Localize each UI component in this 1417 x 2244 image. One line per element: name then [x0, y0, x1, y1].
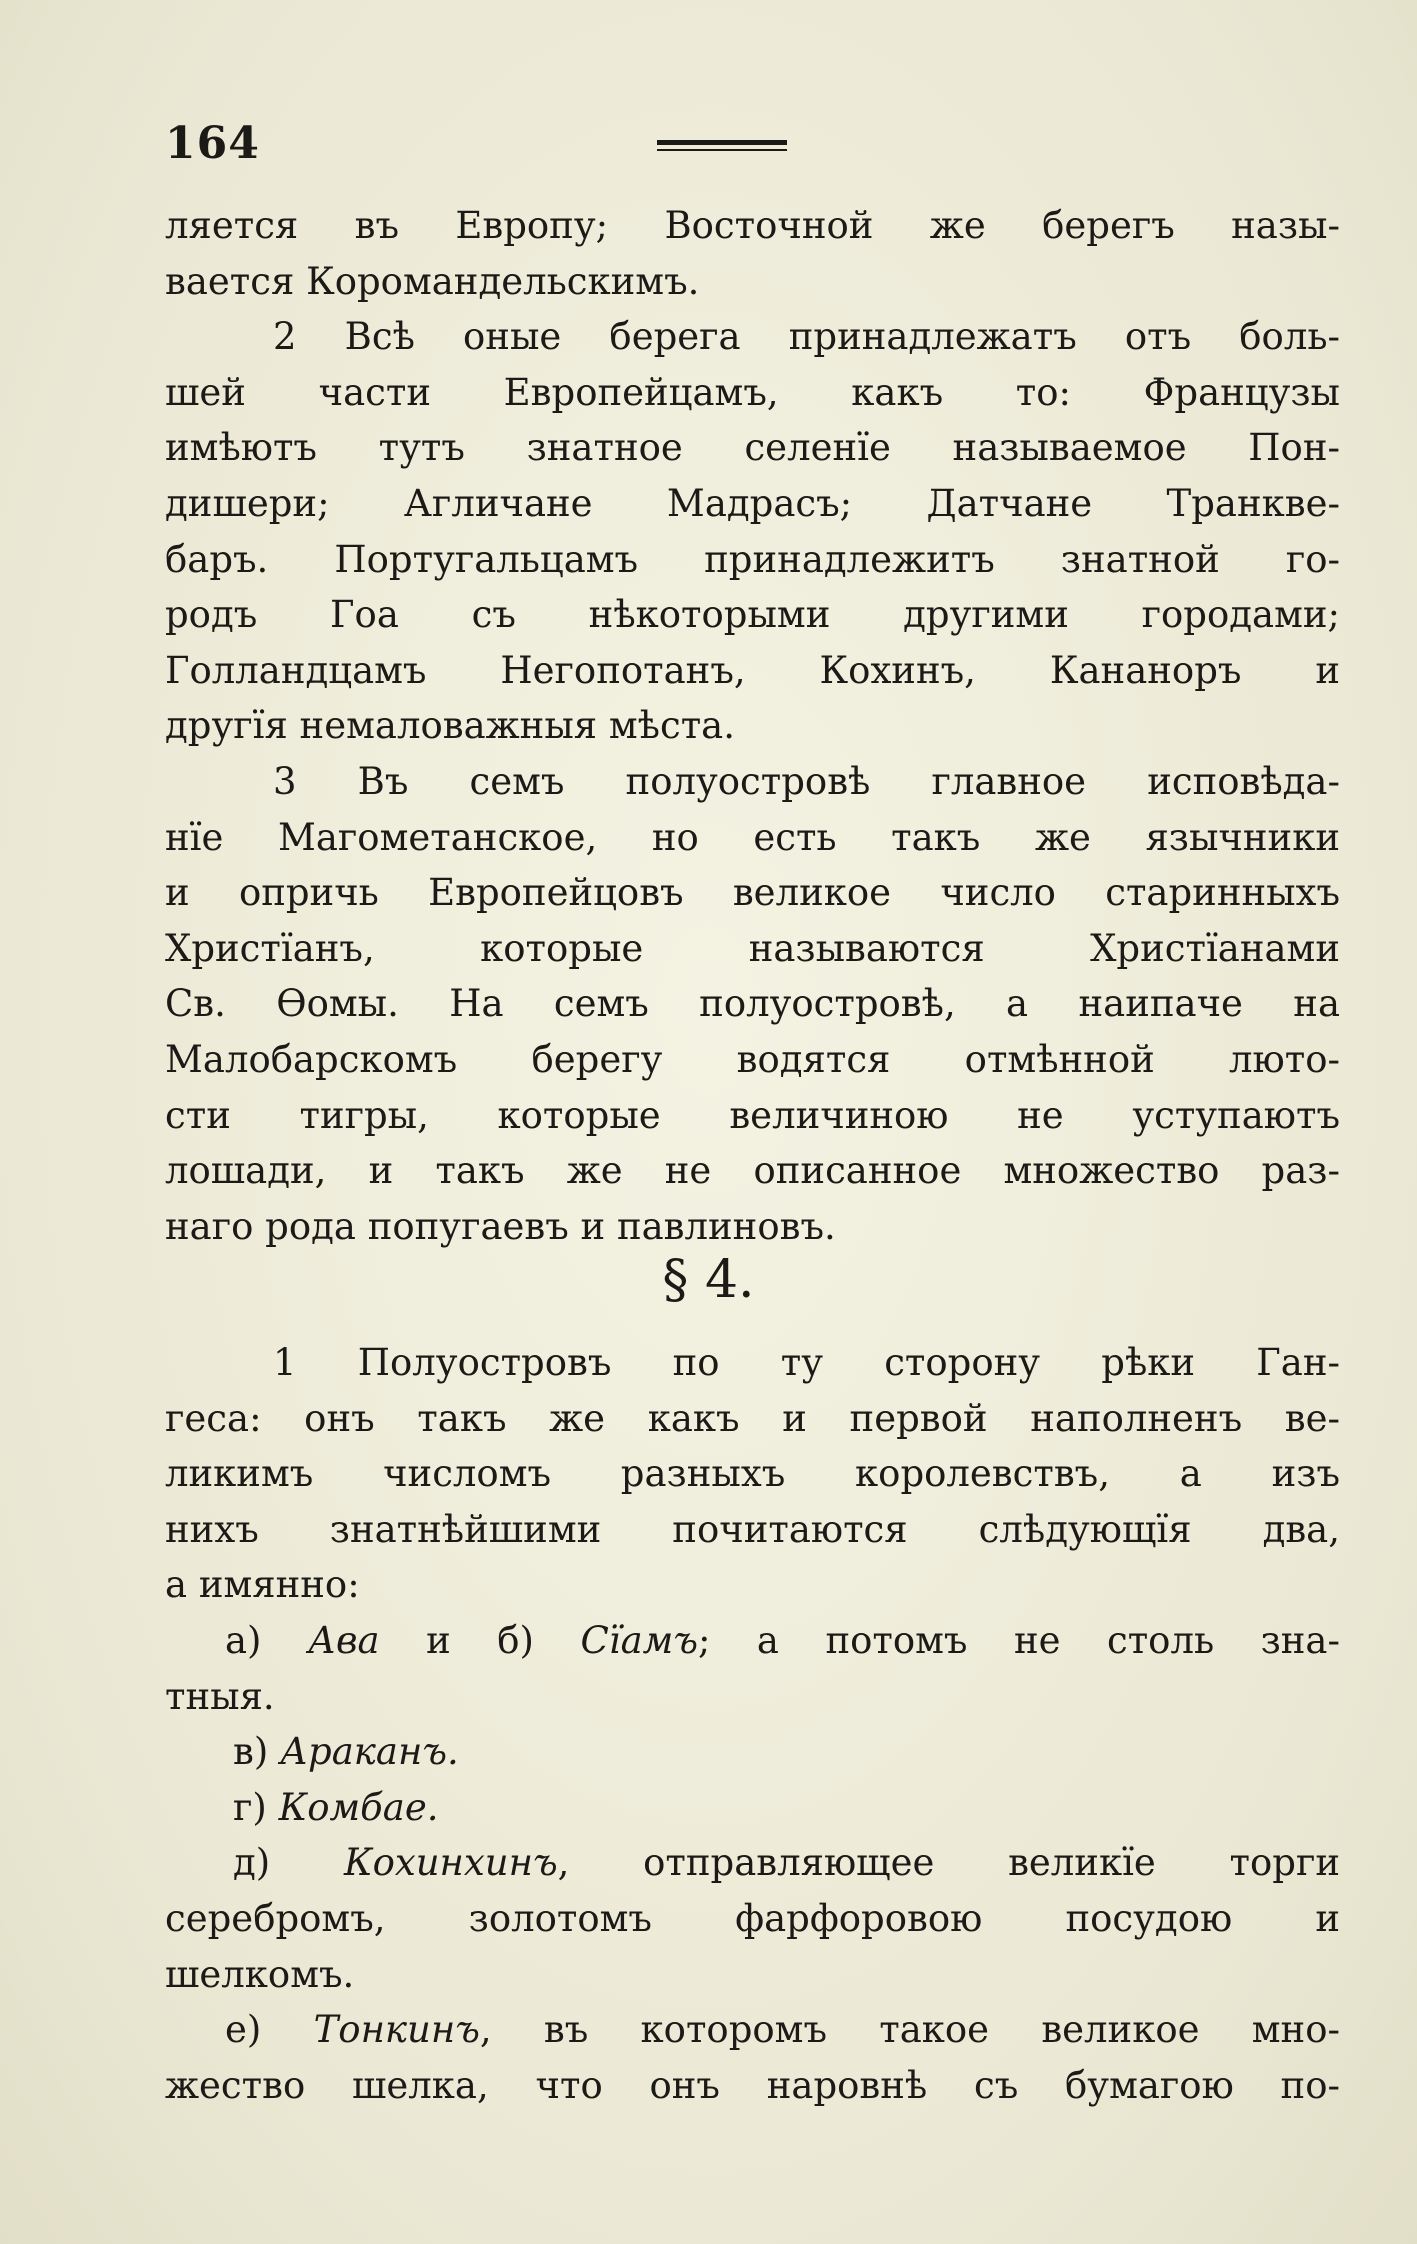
body-text-bottom	[165, 1335, 1340, 2113]
text-line: наго рода попугаевъ и павлиновъ.	[165, 1204, 836, 1248]
text-line: ляется въ Европу; Восточной же берегъ назы-	[165, 204, 1340, 247]
header-double-rule	[657, 140, 787, 155]
kingdom-name: Комбае.	[278, 1785, 439, 1829]
text-line: лошади, и такъ же не описанное множество раз-	[165, 1149, 1340, 1193]
text-line: вается Коромандельскимъ.	[165, 259, 700, 303]
text-line: нїе Магометанское, но есть такъ же язычники	[165, 815, 1340, 859]
body-text-top	[165, 198, 1340, 1254]
text-line: Христїанъ, которые называются Христїанами	[165, 926, 1340, 970]
text-line: Голландцамъ Негопотанъ, Кохинъ, Кананоръ и	[165, 648, 1340, 692]
item-prefix: в)	[233, 1730, 269, 1774]
text-line: серебромъ, золотомъ фарфоровою посудою и	[165, 1896, 1340, 1940]
list-item-v	[165, 1724, 1340, 1780]
text-line: шелкомъ.	[165, 1952, 355, 1996]
kingdom-name: Тонкинъ	[313, 2008, 480, 2052]
item-prefix: е)	[225, 2008, 262, 2052]
list-item-g	[165, 1780, 1340, 1836]
text-line: 2 Всѣ оные берега принадлежатъ отъ боль-	[273, 315, 1340, 359]
kingdom-name: Сїамъ	[580, 1618, 698, 1662]
text-line: 1 Полуостровъ по ту сторону рѣки Ган-	[273, 1341, 1340, 1384]
text-line: а имянно:	[165, 1563, 360, 1607]
text-line: нихъ знатнѣйшими почитаются слѣдующїя два,	[165, 1507, 1340, 1551]
list-item-a-b	[165, 1613, 1340, 1669]
text-line: баръ. Португальцамъ принадлежитъ знатной го-	[165, 537, 1340, 581]
text-line: Св. Ѳомы. На семъ полуостровѣ, а наипаче на	[165, 982, 1340, 1026]
kingdom-name: Араканъ.	[280, 1730, 459, 1774]
kingdom-name: Кохинхинъ	[343, 1841, 558, 1885]
text-line: имѣютъ тутъ знатное селенїе называемое Пон-	[165, 426, 1340, 470]
text-line: геса: онъ такъ же какъ и первой наполненъ ве-	[165, 1396, 1340, 1440]
item-text: , отправляющее великїе торги	[557, 1841, 1341, 1885]
page-header	[165, 118, 1340, 178]
text-line: дишери; Агличане Мадрасъ; Датчане Транкве-	[165, 481, 1340, 525]
list-item-e	[165, 2002, 1340, 2058]
section-heading: § 4.	[662, 1250, 755, 1310]
item-prefix: а)	[225, 1618, 262, 1662]
text-line: жество шелка, что онъ наровнѣ съ бумагою по-	[165, 2063, 1340, 2107]
item-prefix: г)	[233, 1785, 267, 1829]
text-line: ликимъ числомъ разныхъ королевствъ, а изъ	[165, 1452, 1340, 1496]
text-line: родъ Гоа съ нѣкоторыми другими городами;	[165, 593, 1340, 637]
text-line: тныя.	[165, 1674, 275, 1718]
text-line: и опричь Европейцовъ великое число старинныхъ	[165, 871, 1340, 915]
item-prefix: и б)	[426, 1618, 534, 1662]
text-line: шей части Европейцамъ, какъ то: Французы	[165, 370, 1340, 414]
text-line: 3 Въ семъ полуостровѣ главное исповѣда-	[273, 759, 1340, 803]
text-line: сти тигры, которые величиною не уступаютъ	[165, 1093, 1340, 1137]
list-item-d	[165, 1835, 1340, 1891]
item-prefix: д)	[233, 1841, 271, 1885]
page-number: 164	[165, 118, 260, 169]
text-line: Малобарскомъ берегу водятся отмѣнной люто-	[165, 1037, 1340, 1081]
item-text: , въ которомъ такое великое мно-	[479, 2008, 1340, 2052]
text-line: другїя немаловажныя мѣста.	[165, 704, 735, 748]
item-text: ; а потомъ не столь зна-	[697, 1618, 1340, 1662]
kingdom-name: Ава	[307, 1618, 380, 1662]
